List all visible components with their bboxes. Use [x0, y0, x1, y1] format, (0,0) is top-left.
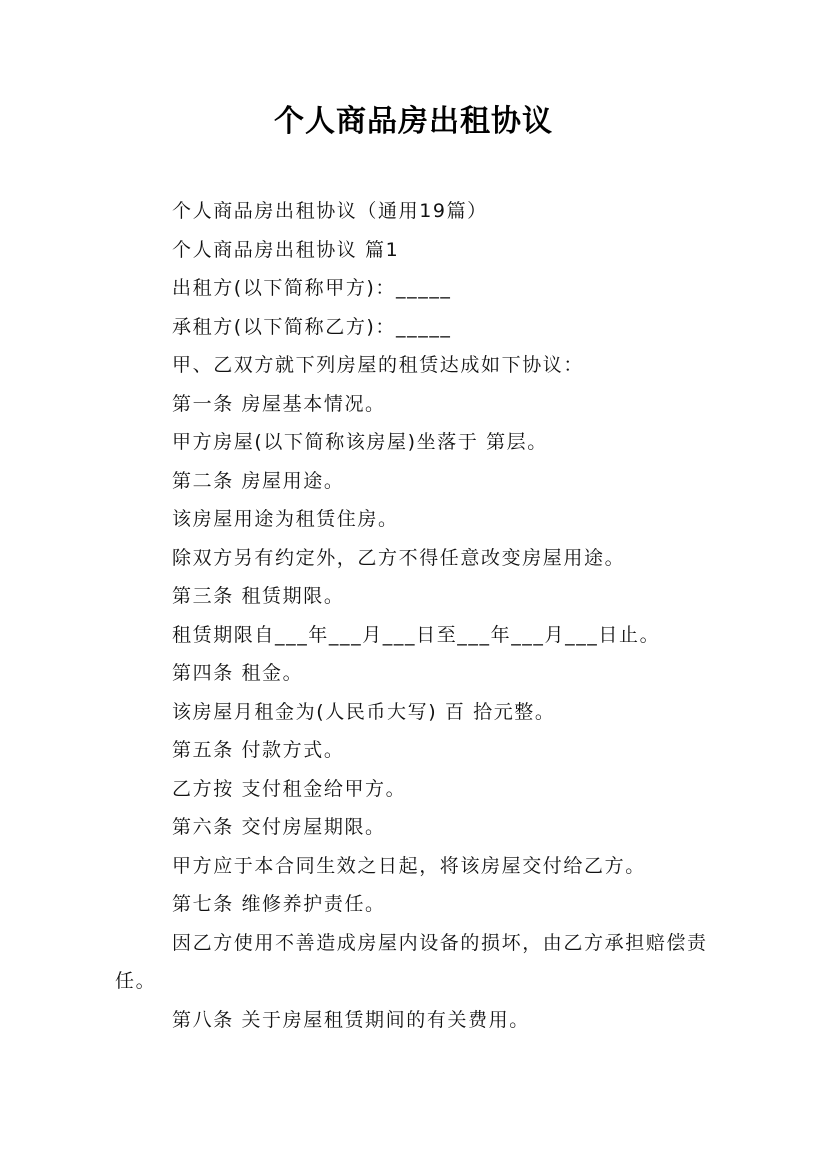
paragraph-heading-general: 个人商品房出租协议（通用19篇） — [172, 200, 488, 222]
article-2-text: 该房屋用途为租赁住房。 — [172, 508, 399, 530]
article-7-heading: 第七条 维修养护责任。 — [172, 893, 386, 915]
article-3-text: 租赁期限自___年___月___日至___年___月___日止。 — [172, 623, 661, 646]
article-8-heading: 第八条 关于房屋租赁期间的有关费用。 — [172, 1008, 530, 1031]
document-title: 个人商品房出租协议 — [274, 104, 553, 139]
article-5-text: 乙方按 支付租金给甲方。 — [172, 777, 407, 800]
article-4-heading: 第四条 租金。 — [172, 662, 304, 684]
article-2-heading: 第二条 房屋用途。 — [172, 469, 345, 492]
paragraph-agreement-intro: 甲、乙双方就下列房屋的租赁达成如下协议： — [172, 354, 585, 376]
paragraph-lessor: 出租方(以下简称甲方)：_____ — [172, 277, 452, 299]
article-1-heading: 第一条 房屋基本情况。 — [172, 392, 386, 415]
article-6-heading: 第六条 交付房屋期限。 — [172, 816, 386, 838]
article-3-heading: 第三条 租赁期限。 — [172, 585, 345, 607]
article-4-text: 该房屋月租金为(人民币大写) 百 拾元整。 — [172, 700, 556, 723]
article-7-text: 因乙方使用不善造成房屋内设备的损坏，由乙方承担赔偿责任。 — [115, 931, 708, 992]
paragraph-lessee: 承租方(以下简称乙方)：_____ — [172, 315, 452, 338]
article-5-heading: 第五条 付款方式。 — [172, 739, 345, 761]
article-6-text: 甲方应于本合同生效之日起，将该房屋交付给乙方。 — [172, 854, 646, 877]
document-body — [115, 192, 710, 1039]
article-2-text-2: 除双方另有约定外，乙方不得任意改变房屋用途。 — [172, 546, 626, 569]
paragraph-heading-part1: 个人商品房出租协议 篇1 — [172, 238, 400, 261]
article-1-text: 甲方房屋(以下简称该房屋)坐落于 第层。 — [172, 431, 548, 453]
